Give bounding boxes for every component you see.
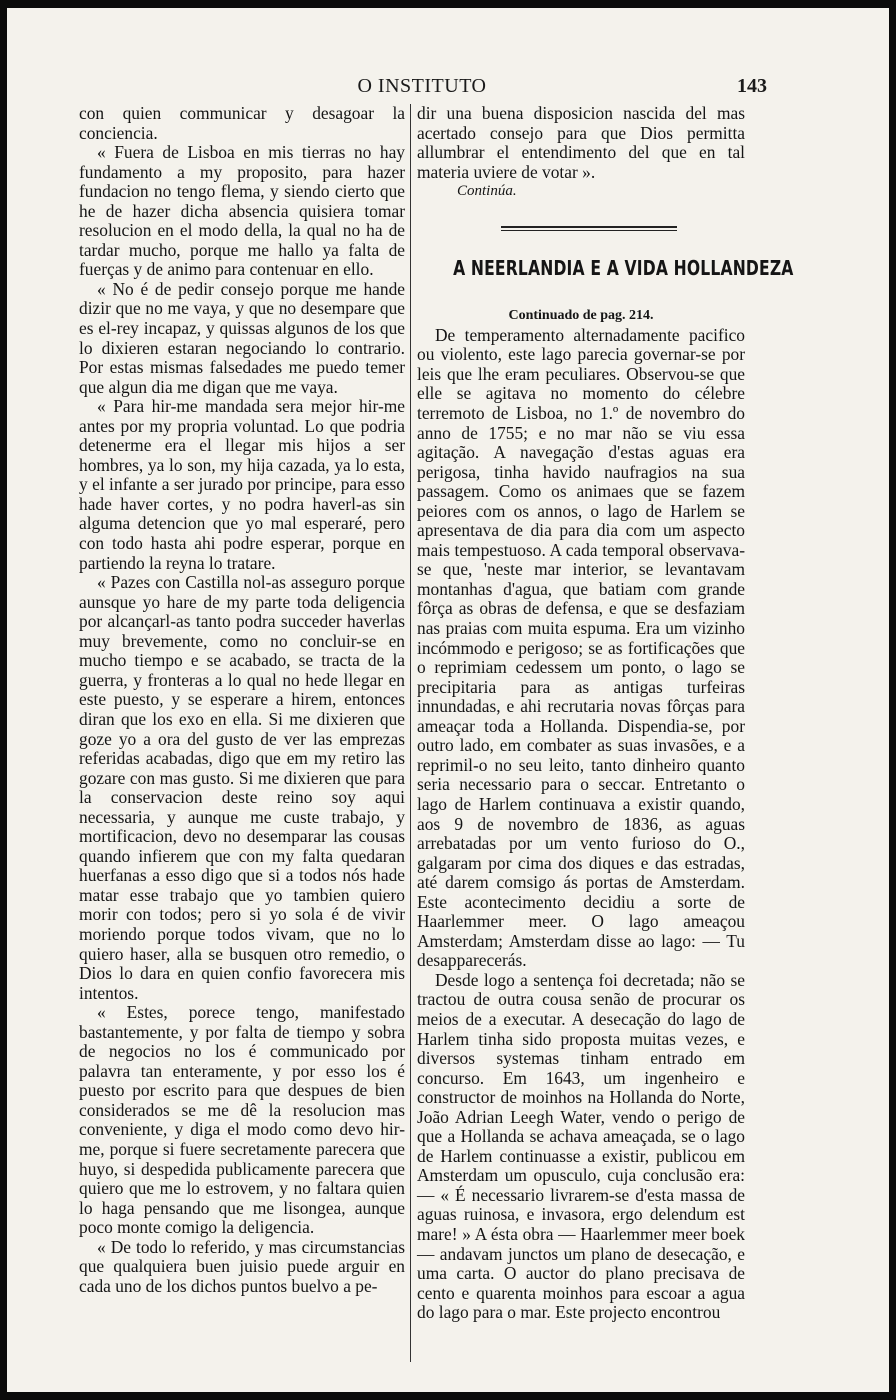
left-paragraph: con quien communicar y desagoar la conciencia. <box>79 103 405 143</box>
left-paragraph: « Estes, porece tengo, manifestado bastantemente, y por falta de tiempo y sobra de negocios no los é communicado por palavra tan enteramente, y por esso los é puesto por escrito para que despues de bien considerados se me dê la resolucion mas conveniente, y diga el modo como devo hir-me, porque si fuere secretamente parecera que huyo, si despedida publicamente parecera que quiero que me lo estrovem, y no faltara quien lo haga pensando que me lisongea, aunque poco monte comigo la deligencia. <box>79 1002 405 1238</box>
journal-title: O INSTITUTO <box>357 75 487 97</box>
article-paragraph: De temperamento alternadamente pacifico ou violento, este lago parecia governar-se por leis que lhe eram peculiares. Observou-se que elle se agitava no momento do célebre terremoto de Lisboa, no 1.º de novembro do anno de 1755; e no mar não se viu essa agitação. A navegação d'estas aguas era perigosa, tinha havido naufragios na sua passagem. Como os animaes que se fazem peiores com os annos, o lago de Harlem se apresentava de dia para dia com um aspecto mais tempestuoso. A cada temporal observava-se que, 'neste mar interior, se levantavam montanhas d'agua, que batiam com grande fôrça as obras de defensa, e que se desfaziam nas praias com muita espuma. Era um vizinho incómmodo e perigoso; se as fortificações que o reprimiam cedessem um ponto, o lago se precipitaria para as antigas turfeiras innundadas, e ahi recrutaria novas fôrças para ameaçar toda a Hollanda. Dispendia-se, por outro lado, em combater as suas invasões, e a reprimil-o no seu leito, tanto dinheiro quanto seria necessario para o seccar. Entretanto o lago de Harlem continuava a existir quando, aos 9 de novembro de 1836, as aguas arrebatadas por um vento furioso do O., galgaram por cima dos diques e das estradas, até darem comsigo ás portas de Amsterdam. Este acontecimento decidiu a sorte de Haarlemmer meer. O lago ameaçou Amsterdam; Amsterdam disse ao lago: — Tu desapparecerás. <box>417 324 745 971</box>
left-paragraph: « Fuera de Lisboa en mis tierras no hay fundamento a my proposito, para hazer fundacion no tengo flema, y siendo cierto que he de hazer dicha absencia quisiera tomar resolucion en el modo della, la qual no ha de tardar mucho, porque me hallo ya falta de fuerças y de animo para contenuar en ello. <box>79 142 405 280</box>
article-title: A NEERLANDIA E A VIDA HOLLANDEZA <box>453 255 794 280</box>
page-number: 143 <box>737 75 767 97</box>
article-paragraph: Desde logo a sentença foi decretada; não se tractou de outra cousa senão de procurar os meios de a executar. A desecação do lago de Harlem tinha sido proposta muitas vezes, e diversos systemas tinham entrado em concurso. Em 1643, um ingenheiro e constructor de moinhos na Hollanda do Norte, João Adrian Leegh Water, vendo o perigo de que a Hollanda se achava ameaçada, se o lago de Harlem continuasse a existir, publicou em Amsterdam um opusculo, cuja conclusão era: — « É necessario livrarem-se d'esta massa de aguas ruinosa, e invasora, ergo delendum est mare! » A ésta obra — Haarlemmer meer boek — andavam junctos um plano de desecação, e uma carta. O auctor do plano precisava de cento e quarenta moinhos para escoar a agua do lago para o mar. Este projecto encontrou <box>417 969 745 1323</box>
right-column <box>417 103 794 1323</box>
page <box>7 8 889 1392</box>
column-divider <box>410 104 411 1362</box>
left-paragraph: « No é de pedir consejo porque me hande dizir que no me vaya, y que no desempare que es el-rey incapaz, y quissas algunos de los que lo dixieren estaran negociando lo contrario. Por estas mismas falsedades me puedo temer que algun dia me digan que me vaya. <box>79 278 405 397</box>
left-column <box>79 104 405 1296</box>
section-rule-thin <box>501 230 677 231</box>
section-rule <box>501 226 677 228</box>
left-paragraph: « Pazes con Castilla nol-as asseguro porque aunsque yo hare de my parte toda deligencia por alcançarl-as tanto podra succeder haverlas muy brevemente, como no concluir-se en mucho tiempo e se acabado, se tracta de la guerra, y fronteras a lo qual no hede llegar en este puesto, y se esperare a hirem, entonces diran que los exo en ella. Si me dixieren que goze yo a ora del gusto de ver las emprezas referidas acabadas, digo que em my retiro las gozare con mas gusto. Si me dixieren que para la conservacion deste reino soy aqui necessaria, y aunque me custe trabajo, y mortificacion, devo no desemparar las cousas quando infierem que con my falta quedaran huerfanas a esso digo que si a todos nós hade matar esse trabajo que yo tambien quiero morir con todos; pero si yo sola é de vivir moriendo porque todos vivam, que no lo quiero haser, alla se busquen otro remedio, o Dios lo dara en quien confio favorecera mis intentos. <box>79 572 405 1003</box>
left-paragraph: « Para hir-me mandada sera mejor hir-me antes por my propria voluntad. Lo que podria detenerme era el llegar mis hijos a ser hombres, ya lo son, my hija cazada, ya lo esta, y el infante a ser jurado por principe, para esso hade haver cortes, y no podra haverl-as sin alguma detencion que yo mal esperaré, pero con todo hasta ahi podre esperar, porque en partiendo la reyna lo tratare. <box>79 396 405 573</box>
continued-note <box>417 306 745 326</box>
left-paragraph: « De todo lo referido, y mas circumstancias que qualquiera buen juisio puede arguir en cada uno de los dichos puntos buelvo a pe- <box>79 1236 405 1296</box>
running-header <box>7 71 889 101</box>
continued-prefix: Continuado de pag. <box>508 308 626 324</box>
continuation-paragraph: dir una buena disposicion nascida del mas acertado consejo para que Dios permitta allumbrar el entendimento del que en tal materia uviere de votar ». <box>417 103 745 182</box>
continued-page: 214. <box>629 308 654 324</box>
continua-signoff: Continúa. <box>457 183 517 200</box>
